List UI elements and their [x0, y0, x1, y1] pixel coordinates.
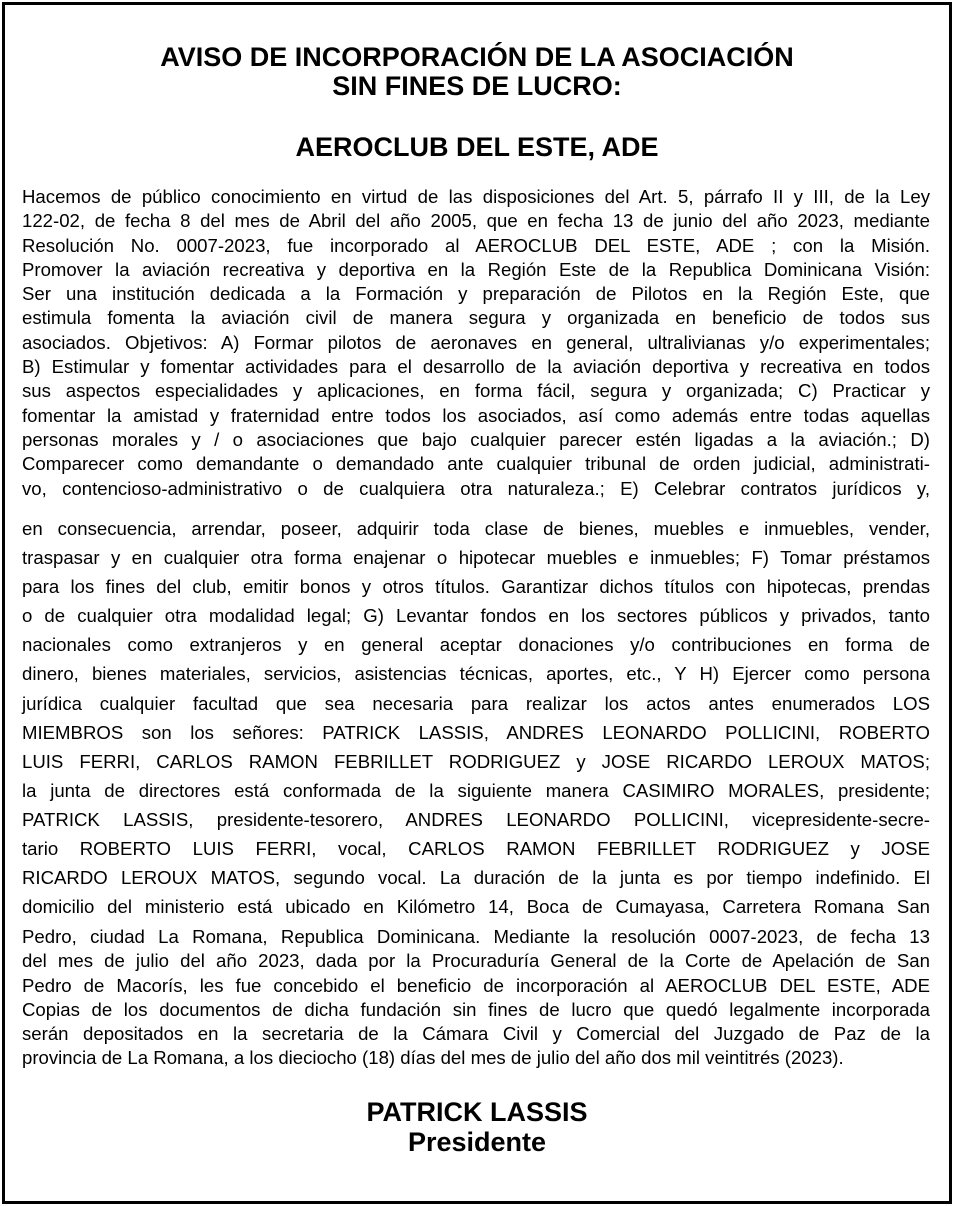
body-line: PATRICK LASSIS, presidente-tesorero, ANDRES LEONARDO POLLICINI, vicepresidente-secre- [22, 808, 930, 830]
body-line: del mes de julio del año 2023, dada por la Procuraduría General de la Corte de Apelación de San [22, 950, 930, 972]
body-line: en consecuencia, arrendar, poseer, adquirir toda clase de bienes, muebles e inmuebles, vender, [22, 518, 930, 539]
body-line: la junta de directores está conformada de la siguiente manera CASIMIRO MORALES, presidente; [22, 779, 930, 801]
body-line: para los fines del club, emitir bonos y otros títulos. Garantizar dichos títulos con hipotecas, prendas [22, 576, 930, 598]
body-line: Hacemos de público conocimiento en virtud de las disposiciones del Art. 5, párrafo II y III, de la Ley [22, 186, 930, 207]
body-line: Pedro, ciudad La Romana, Republica Dominicana. Mediante la resolución 0007-2023, de fecha 13 [22, 926, 930, 947]
body-line: tario ROBERTO LUIS FERRI, vocal, CARLOS RAMON FEBRILLET RODRIGUEZ y JOSE [22, 838, 930, 860]
notice-title-line: AVISO DE INCORPORACIÓN DE LA ASOCIACIÓN [160, 42, 794, 72]
body-line: Pedro de Macorís, les fue concebido el beneficio de incorporación al AEROCLUB DEL ESTE, ADE [22, 974, 930, 996]
notice-frame [2, 2, 952, 1204]
body-line: MIEMBROS son los señores: PATRICK LASSIS, ANDRES LEONARDO POLLICINI, ROBERTO [22, 721, 930, 743]
organization-name: AEROCLUB DEL ESTE, ADE [295, 132, 659, 162]
notice-body-block-2 [22, 514, 930, 921]
body-line: provincia de La Romana, a los dieciocho (18) días del mes de julio del año dos mil veintitrés (2023). [22, 1047, 844, 1069]
body-line: Resolución No. 0007-2023, fue incorporado al AEROCLUB DEL ESTE, ADE ; con la Misión. [22, 234, 930, 256]
body-line: o de cualquier otra modalidad legal; G) Levantar fondos en los sectores públicos y privados, tanto [22, 605, 930, 627]
notice-title [5, 43, 949, 101]
body-line: traspasar y en cualquier otra forma enajenar o hipotecar muebles e inmuebles; F) Tomar préstamos [22, 547, 930, 569]
body-line: LUIS FERRI, CARLOS RAMON FEBRILLET RODRIGUEZ y JOSE RICARDO LEROUX MATOS; [22, 750, 930, 772]
body-line: estimula fomenta la aviación civil de manera segura y organizada en beneficio de todos sus [22, 307, 930, 329]
body-line: dinero, bienes materiales, servicios, asistencias técnicas, aportes, etc., Y H) Ejercer como persona [22, 663, 930, 685]
body-line: B) Estimular y fomentar actividades para el desarrollo de la aviación deportiva y recreativa en todos [22, 356, 930, 378]
body-line: Copias de los documentos de dicha fundación sin fines de lucro que quedó legalmente incorporada [22, 998, 930, 1020]
body-line: serán depositados en la secretaria de la Cámara Civil y Comercial del Juzgado de Paz de la [22, 1023, 930, 1045]
body-line: domicilio del ministerio está ubicado en Kilómetro 14, Boca de Cumayasa, Carretera Romana San [22, 896, 930, 918]
notice-body-block-1 [22, 185, 930, 501]
notice-title-line: SIN FINES DE LUCRO: [332, 71, 622, 101]
body-line: vo, contencioso-administrativo o de cualquiera otra naturaleza.; E) Celebrar contratos jurídicos y, [22, 477, 930, 499]
signatory-name: PATRICK LASSIS [366, 1097, 588, 1127]
body-line: Promover la aviación recreativa y deportiva en la Región Este de la Republica Dominicana Visión: [22, 258, 930, 280]
body-line: sus aspectos especialidades y aplicaciones, en forma fácil, segura y organizada; C) Practicar y [22, 380, 930, 402]
body-line: Ser una institución dedicada a la Formación y preparación de Pilotos en la Región Este, que [22, 283, 930, 305]
body-line: jurídica cualquier facultad que sea necesaria para realizar los actos antes enumerados LOS [22, 692, 930, 714]
body-line: 122-02, de fecha 8 del mes de Abril del año 2005, que en fecha 13 de junio del año 2023, mediante [22, 210, 930, 232]
body-line: RICARDO LEROUX MATOS, segundo vocal. La duración de la junta es por tiempo indefinido. El [22, 867, 930, 889]
body-line: nacionales como extranjeros y en general aceptar donaciones y/o contribuciones en forma de [22, 634, 930, 656]
notice-body-block-3 [22, 925, 930, 1071]
body-line: personas morales y / o asociaciones que bajo cualquier parecer estén ligadas a la aviación.; D) [22, 428, 930, 450]
body-line: Comparecer como demandante o demandado ante cualquier tribunal de orden judicial, administrati- [22, 453, 930, 475]
signatory-role: Presidente [407, 1127, 547, 1157]
body-line: asociados. Objetivos: A) Formar pilotos de aeronaves en general, ultralivianas y/o experimentales; [22, 331, 930, 353]
body-line: fomentar la amistad y fraternidad entre todos los asociados, así como además entre todas aquellas [22, 404, 930, 426]
